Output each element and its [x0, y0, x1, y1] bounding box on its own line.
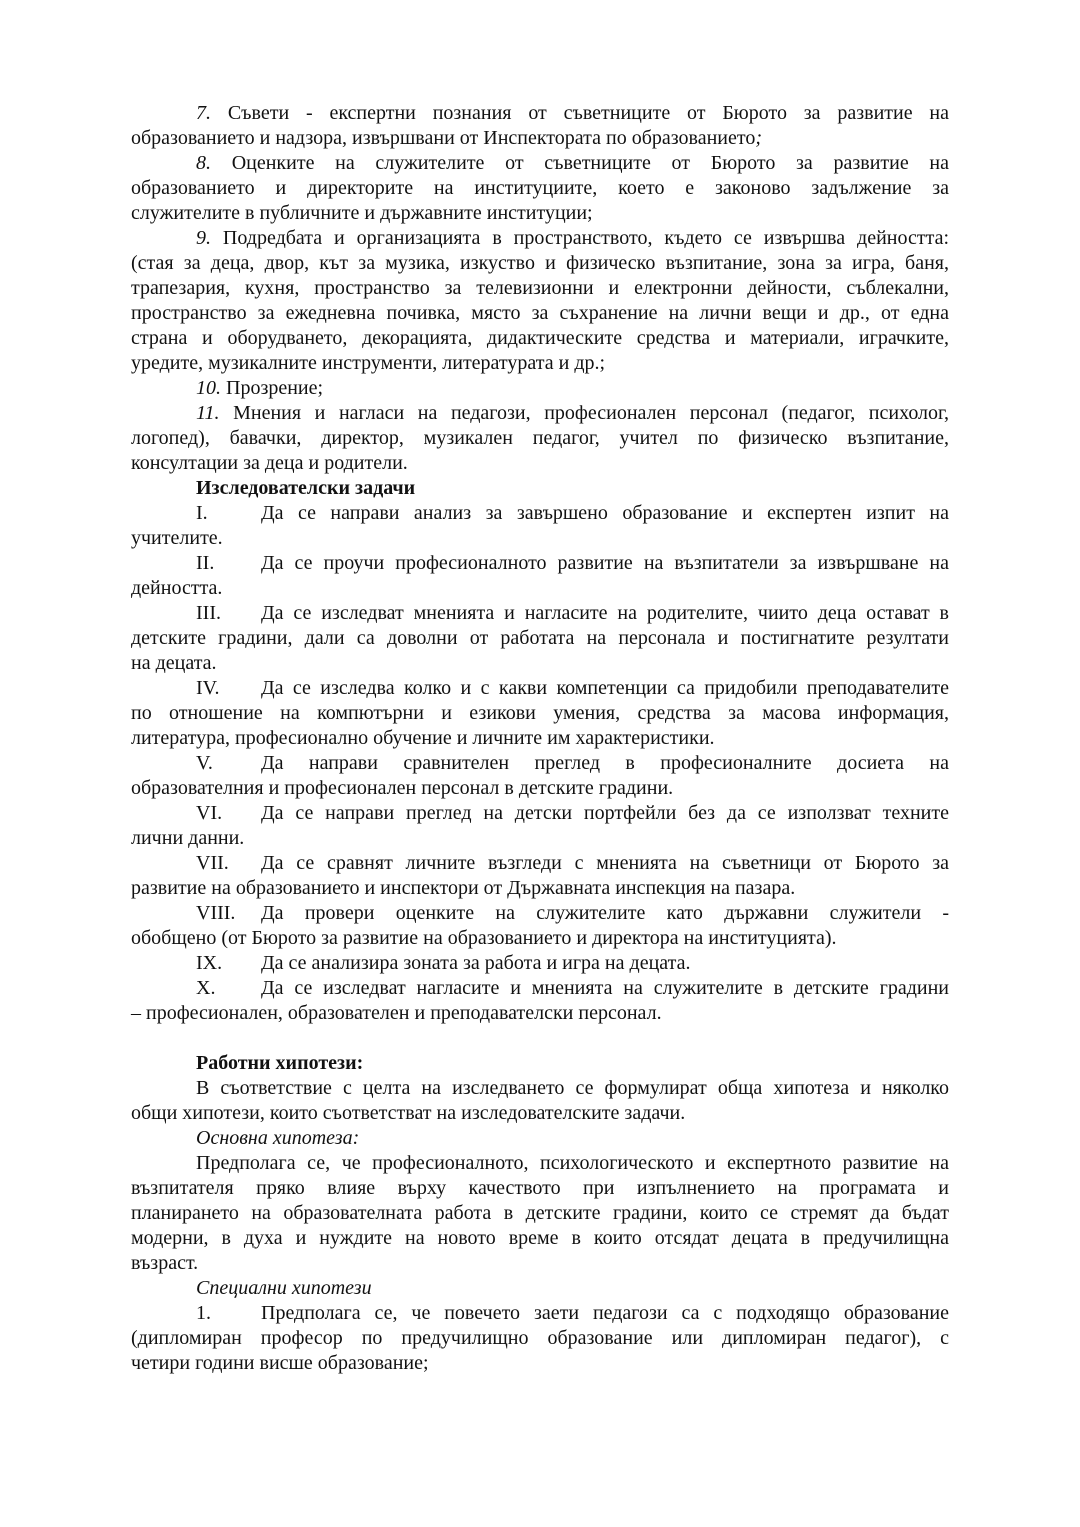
task-label: X.	[196, 977, 216, 999]
source-text: Оценките на служителите от съветниците от Бюрото за развитие на	[231, 152, 949, 174]
source-number: 9.	[196, 227, 211, 249]
source-9-first-line	[196, 226, 949, 251]
source-9-line: (стая за деца, двор, кът за музика, изкуство и физическо възпитание, зона за игра, баня,	[131, 252, 949, 274]
task-line: лични данни.	[131, 827, 245, 849]
task-line: детските градини, дали са доволни от работата на персонала и постигнатите резултати	[131, 627, 949, 649]
source-9-line: пространство за ежедневна почивка, място за съхранение на лични вещи и др., от една	[131, 302, 949, 324]
task-label: VIII.	[196, 902, 236, 924]
source-number: 11.	[196, 402, 220, 424]
source-10-first-line	[196, 376, 949, 401]
task-label: IX.	[196, 952, 223, 974]
research-tasks-heading: Изследователски задачи	[196, 477, 416, 499]
task-first-line: Да се сравнят личните възгледи с мненията на съветници от Бюрото за	[261, 852, 949, 874]
task-label: V.	[196, 752, 213, 774]
task-first-line: Да се направи преглед на детски портфейли без да се използват техните	[261, 802, 949, 824]
task-line: развитие на образованието и инспектори от Държавната инспекция на пазара.	[131, 877, 796, 899]
main-hypothesis-line: възпитателя пряко влияе върху качеството при изпълнението на програмата и	[131, 1177, 949, 1199]
source-number: 7.	[196, 102, 211, 124]
special-hypothesis-line: четири години висше образование;	[131, 1352, 429, 1374]
task-label: VII.	[196, 852, 229, 874]
task-line: обобщено (от Бюрото за развитие на образованието и директора на институцията).	[131, 927, 837, 949]
task-first-line: Да се анализира зоната за работа и игра на децата.	[261, 952, 691, 974]
task-label: IV.	[196, 677, 220, 699]
main-hypothesis-label: Основна хипотеза:	[196, 1127, 360, 1149]
hypotheses-intro-line: общи хипотези, които съответстват на изследователските задачи.	[131, 1102, 686, 1124]
task-first-line: Да се изследват нагласите и мненията на служителите в детските градини	[261, 977, 949, 999]
source-number: 10.	[196, 377, 221, 399]
task-first-line: Да се направи анализ за завършено образование и експертен изпит на	[261, 502, 949, 524]
source-7-first-line	[196, 101, 949, 126]
source-text: Прозрение;	[226, 377, 324, 399]
source-8-line: служителите в публичните и държавните институции;	[131, 202, 593, 224]
task-line: дейността.	[131, 577, 223, 599]
task-line: литература, професионално обучение и личните им характеристики.	[131, 727, 715, 749]
special-hypothesis-line: (дипломиран професор по предучилищно образование или дипломиран педагог), с	[131, 1327, 949, 1349]
source-11-line: консултации за деца и родители.	[131, 452, 408, 474]
source-9-line: уредите, музикалните инструменти, литературата и др.;	[131, 352, 606, 374]
main-hypothesis-first: Предполага се, че професионалното, психологическото и експертното развитие на	[196, 1152, 949, 1174]
task-label: VI.	[196, 802, 223, 824]
task-label: II.	[196, 552, 215, 574]
task-first-line: Да провери оценките на служителите като държавни служители -	[261, 902, 949, 924]
source-9-line: страна и оборудването, декорацията, дидактическите средства и материали, играчките,	[131, 327, 949, 349]
source-text: Съвети - експертни познания от съветниците от Бюрото за развитие на	[227, 102, 950, 124]
main-hypothesis-line: модерни, в духа и нуждите на новото време в които отсядат децата в предучилищна	[131, 1227, 949, 1249]
source-11-line: логопед), бавачки, директор, музикален педагог, учител по физическо възпитание,	[131, 427, 949, 449]
special-hypothesis-label: 1.	[196, 1302, 211, 1324]
source-number: 8.	[196, 152, 211, 174]
task-first-line: Да направи сравнителен преглед в професионалните досиета на	[261, 752, 949, 774]
source-text: образованието и надзора, извършвани от Инспектората по образованието	[131, 127, 756, 149]
hypotheses-heading: Работни хипотези:	[196, 1052, 364, 1074]
task-label: I.	[196, 502, 208, 524]
task-label: III.	[196, 602, 221, 624]
main-hypothesis-line: възраст.	[131, 1252, 199, 1274]
source-text: Мнения и нагласи на педагози, професионален персонал (педагог, психолог,	[233, 402, 949, 424]
hypotheses-intro-first: В съответствие с целта на изследването се формулират обща хипотеза и няколко	[196, 1077, 949, 1099]
task-first-line: Да се изследват мненията и нагласите на родителите, чиито деца остават в	[261, 602, 949, 624]
task-first-line: Да се изследва колко и с какви компетенции са придобили преподавателите	[261, 677, 949, 699]
source-7-line	[131, 126, 949, 151]
source-8-first-line	[196, 151, 949, 176]
source-11-first-line	[196, 401, 949, 426]
source-9-line: трапезария, кухня, пространство за телевизионни и електронни дейности, съблекални,	[131, 277, 949, 299]
task-line: учителите.	[131, 527, 223, 549]
task-line: по отношение на компютърни и езикови умения, средства за масова информация,	[131, 702, 949, 724]
special-hypothesis-first: Предполага се, че повечето заети педагози са с подходящо образование	[261, 1302, 949, 1324]
task-line: на децата.	[131, 652, 217, 674]
source-text: Подредбата и организацията в пространството, където се извършва дейността:	[222, 227, 950, 249]
special-hypotheses-label: Специални хипотези	[196, 1277, 372, 1299]
task-line: образователния и професионален персонал в детските градини.	[131, 777, 674, 799]
source-end-punct: ;	[755, 127, 763, 149]
source-8-line: образованието и директорите на институциите, което е законово задължение за	[131, 177, 949, 199]
task-line: – професионален, образователен и преподавателски персонал.	[131, 1002, 662, 1024]
main-hypothesis-line: планирането на образователната работа в детските градини, които се стремят да бъдат	[131, 1202, 949, 1224]
task-first-line: Да се проучи професионалното развитие на възпитатели за извършване на	[261, 552, 949, 574]
